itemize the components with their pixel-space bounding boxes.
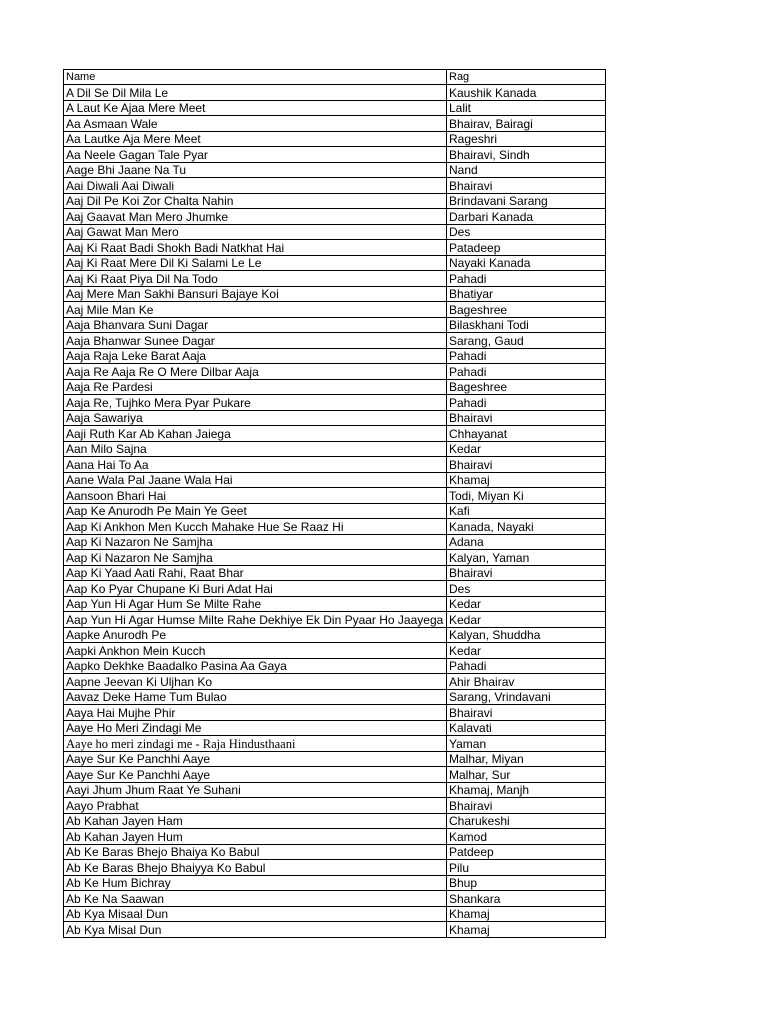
table-row [64, 116, 606, 132]
song-name-cell[interactable]: Aap Ki Nazaron Ne Samjha [64, 534, 447, 550]
rag-cell[interactable]: Shankara [447, 891, 606, 907]
table-row [64, 922, 606, 938]
table-row [64, 534, 606, 550]
song-name-cell[interactable]: Aaj Ki Raat Mere Dil Ki Salami Le Le [64, 255, 447, 271]
rag-cell[interactable]: Pahadi [447, 364, 606, 380]
rag-column-header[interactable]: Rag [447, 70, 606, 85]
rag-cell[interactable]: Kedar [447, 643, 606, 659]
rag-cell[interactable]: Bhairavi [447, 798, 606, 814]
rag-cell[interactable]: Malhar, Miyan [447, 751, 606, 767]
rag-cell[interactable]: Bageshree [447, 379, 606, 395]
rag-cell[interactable]: Kedar [447, 612, 606, 628]
song-name-cell[interactable]: Aapki Ankhon Mein Kucch [64, 643, 447, 659]
rag-cell[interactable]: Nayaki Kanada [447, 255, 606, 271]
song-name-cell[interactable]: Ab Kya Misal Dun [64, 922, 447, 938]
rag-cell[interactable]: Khamaj, Manjh [447, 782, 606, 798]
rag-cell[interactable]: Bhairavi [447, 178, 606, 194]
rag-cell[interactable]: Kedar [447, 441, 606, 457]
table-body [64, 85, 606, 938]
rag-cell[interactable]: Kamod [447, 829, 606, 845]
song-name-cell[interactable]: Ab Kya Misaal Dun [64, 906, 447, 922]
song-name-cell[interactable]: Aaj Mere Man Sakhi Bansuri Bajaye Koi [64, 286, 447, 302]
table-row [64, 100, 606, 116]
song-name-cell[interactable]: Aa Asmaan Wale [64, 116, 447, 132]
song-name-cell[interactable]: Ab Ke Na Saawan [64, 891, 447, 907]
table-row [64, 875, 606, 891]
song-name-cell[interactable]: Aaj Dil Pe Koi Zor Chalta Nahin [64, 193, 447, 209]
song-name-cell[interactable]: Aaja Re Aaja Re O Mere Dilbar Aaja [64, 364, 447, 380]
rag-cell[interactable]: Lalit [447, 100, 606, 116]
table-row [64, 751, 606, 767]
table-row [64, 503, 606, 519]
rag-cell[interactable]: Sarang, Gaud [447, 333, 606, 349]
rag-cell[interactable]: Kalyan, Yaman [447, 550, 606, 566]
table-row [64, 131, 606, 147]
table-row [64, 643, 606, 659]
song-name-cell[interactable]: Aayo Prabhat [64, 798, 447, 814]
song-name-cell[interactable]: Aaja Bhanwar Sunee Dagar [64, 333, 447, 349]
table-row [64, 162, 606, 178]
rag-cell[interactable]: Bilaskhani Todi [447, 317, 606, 333]
rag-cell[interactable]: Malhar, Sur [447, 767, 606, 783]
rag-cell[interactable]: Adana [447, 534, 606, 550]
rag-cell[interactable]: Des [447, 224, 606, 240]
song-name-cell[interactable]: Aaja Re Pardesi [64, 379, 447, 395]
table-row [64, 550, 606, 566]
rag-cell[interactable]: Kalavati [447, 720, 606, 736]
table-row [64, 565, 606, 581]
table-row [64, 844, 606, 860]
table-row [64, 689, 606, 705]
table-row [64, 255, 606, 271]
rag-cell[interactable]: Bhup [447, 875, 606, 891]
table-row [64, 627, 606, 643]
rag-cell[interactable]: Khamaj [447, 922, 606, 938]
rag-cell[interactable]: Bhairavi [447, 565, 606, 581]
rag-cell[interactable]: Kaushik Kanada [447, 85, 606, 101]
rag-cell[interactable]: Kanada, Nayaki [447, 519, 606, 535]
rag-cell[interactable]: Patadeep [447, 240, 606, 256]
table-row [64, 658, 606, 674]
table-row [64, 720, 606, 736]
rag-cell[interactable]: Khamaj [447, 472, 606, 488]
song-name-cell[interactable]: Aap Ke Anurodh Pe Main Ye Geet [64, 503, 447, 519]
song-name-cell[interactable]: Aaja Sawariya [64, 410, 447, 426]
rag-cell[interactable]: Pahadi [447, 348, 606, 364]
table-row [64, 596, 606, 612]
song-name-cell[interactable]: Aaj Ki Raat Badi Shokh Badi Natkhat Hai [64, 240, 447, 256]
song-name-cell[interactable]: Aayi Jhum Jhum Raat Ye Suhani [64, 782, 447, 798]
rag-cell[interactable]: Patdeep [447, 844, 606, 860]
rag-cell[interactable]: Bageshree [447, 302, 606, 318]
song-name-cell[interactable]: Aapne Jeevan Ki Uljhan Ko [64, 674, 447, 690]
rag-cell[interactable]: Brindavani Sarang [447, 193, 606, 209]
name-column-header[interactable]: Name [64, 70, 447, 85]
table-row [64, 612, 606, 628]
song-name-cell[interactable]: Aap Ko Pyar Chupane Ki Buri Adat Hai [64, 581, 447, 597]
song-name-cell[interactable]: Ab Kahan Jayen Ham [64, 813, 447, 829]
table-row [64, 379, 606, 395]
table-row [64, 581, 606, 597]
song-name-cell[interactable]: Aaya Hai Mujhe Phir [64, 705, 447, 721]
table-row [64, 85, 606, 101]
table-row [64, 193, 606, 209]
table-row [64, 767, 606, 783]
table-row [64, 813, 606, 829]
table-row [64, 441, 606, 457]
table-row [64, 829, 606, 845]
song-name-cell[interactable]: Aapko Dekhke Baadalko Pasina Aa Gaya [64, 658, 447, 674]
rag-cell[interactable]: Des [447, 581, 606, 597]
song-name-cell[interactable]: Ab Ke Hum Bichray [64, 875, 447, 891]
table-row [64, 736, 606, 752]
table-row [64, 271, 606, 287]
song-name-cell[interactable]: Ab Ke Baras Bhejo Bhaiya Ko Babul [64, 844, 447, 860]
table-row [64, 457, 606, 473]
table-row [64, 519, 606, 535]
header-row [64, 70, 606, 85]
song-name-cell[interactable]: A Laut Ke Ajaa Mere Meet [64, 100, 447, 116]
table-row [64, 333, 606, 349]
song-name-cell[interactable]: Aap Yun Hi Agar Hum Se Milte Rahe [64, 596, 447, 612]
song-name-cell[interactable]: Aap Yun Hi Agar Humse Milte Rahe Dekhiye Ek Din Pyaar Ho Jaayega [64, 612, 447, 628]
song-name-cell[interactable]: Aage Bhi Jaane Na Tu [64, 162, 447, 178]
table-row [64, 209, 606, 225]
rag-cell[interactable]: Bhairavi, Sindh [447, 147, 606, 163]
rag-cell[interactable]: Pahadi [447, 658, 606, 674]
song-name-cell[interactable]: Aana Hai To Aa [64, 457, 447, 473]
song-name-cell[interactable]: A Dil Se Dil Mila Le [64, 85, 447, 101]
rag-cell[interactable]: Bhairavi [447, 705, 606, 721]
table-row [64, 472, 606, 488]
table-row [64, 224, 606, 240]
table-row [64, 395, 606, 411]
table-row [64, 860, 606, 876]
song-name-cell[interactable]: Aaj Gaavat Man Mero Jhumke [64, 209, 447, 225]
table-row [64, 891, 606, 907]
rag-cell[interactable]: Bhatiyar [447, 286, 606, 302]
rag-cell[interactable]: Pilu [447, 860, 606, 876]
rag-cell[interactable]: Sarang, Vrindavani [447, 689, 606, 705]
rag-cell[interactable]: Kalyan, Shuddha [447, 627, 606, 643]
rag-cell[interactable]: Nand [447, 162, 606, 178]
rag-cell[interactable]: Khamaj [447, 906, 606, 922]
song-name-cell[interactable]: Aavaz Deke Hame Tum Bulao [64, 689, 447, 705]
song-name-cell[interactable]: Aap Ki Yaad Aati Rahi, Raat Bhar [64, 565, 447, 581]
rag-cell[interactable]: Kedar [447, 596, 606, 612]
song-name-cell[interactable]: Aap Ki Nazaron Ne Samjha [64, 550, 447, 566]
table-row [64, 240, 606, 256]
song-name-cell[interactable]: Aaja Bhanvara Suni Dagar [64, 317, 447, 333]
table-row [64, 705, 606, 721]
table-row [64, 147, 606, 163]
song-name-cell[interactable]: Aane Wala Pal Jaane Wala Hai [64, 472, 447, 488]
rag-cell[interactable]: Chhayanat [447, 426, 606, 442]
table-row [64, 410, 606, 426]
song-name-cell[interactable]: Aaja Re, Tujhko Mera Pyar Pukare [64, 395, 447, 411]
song-name-cell[interactable]: Aaye ho meri zindagi me - Raja Hindusthaani [64, 736, 447, 752]
table-row [64, 178, 606, 194]
songs-rag-table [63, 69, 606, 938]
rag-cell[interactable]: Ahir Bhairav [447, 674, 606, 690]
table-row [64, 488, 606, 504]
table-row [64, 348, 606, 364]
song-name-cell[interactable]: Ab Kahan Jayen Hum [64, 829, 447, 845]
rag-cell[interactable]: Yaman [447, 736, 606, 752]
song-name-cell[interactable]: Aapke Anurodh Pe [64, 627, 447, 643]
rag-cell[interactable]: Kafi [447, 503, 606, 519]
table-row [64, 906, 606, 922]
song-name-cell[interactable]: Aaj Ki Raat Piya Dil Na Todo [64, 271, 447, 287]
table-row [64, 286, 606, 302]
song-name-cell[interactable]: Aaye Sur Ke Panchhi Aaye [64, 767, 447, 783]
rag-cell[interactable]: Todi, Miyan Ki [447, 488, 606, 504]
table-row [64, 302, 606, 318]
rag-cell[interactable]: Bhairavi [447, 457, 606, 473]
rag-cell[interactable]: Bhairav, Bairagi [447, 116, 606, 132]
song-name-cell[interactable]: Aa Lautke Aja Mere Meet [64, 131, 447, 147]
table-row [64, 426, 606, 442]
song-name-cell[interactable]: Aan Milo Sajna [64, 441, 447, 457]
table-row [64, 674, 606, 690]
song-name-cell[interactable]: Aansoon Bhari Hai [64, 488, 447, 504]
rag-cell[interactable]: Pahadi [447, 271, 606, 287]
song-name-cell[interactable]: Aaye Sur Ke Panchhi Aaye [64, 751, 447, 767]
table-row [64, 782, 606, 798]
song-name-cell[interactable]: Aaji Ruth Kar Ab Kahan Jaiega [64, 426, 447, 442]
song-name-cell[interactable]: Aaye Ho Meri Zindagi Me [64, 720, 447, 736]
song-name-cell[interactable]: Aap Ki Ankhon Men Kucch Mahake Hue Se Raaz Hi [64, 519, 447, 535]
song-name-cell[interactable]: Aa Neele Gagan Tale Pyar [64, 147, 447, 163]
song-name-cell[interactable]: Aaja Raja Leke Barat Aaja [64, 348, 447, 364]
rag-cell[interactable]: Charukeshi [447, 813, 606, 829]
song-name-cell[interactable]: Ab Ke Baras Bhejo Bhaiyya Ko Babul [64, 860, 447, 876]
rag-cell[interactable]: Darbari Kanada [447, 209, 606, 225]
rag-cell[interactable]: Rageshri [447, 131, 606, 147]
song-name-cell[interactable]: Aai Diwali Aai Diwali [64, 178, 447, 194]
rag-cell[interactable]: Pahadi [447, 395, 606, 411]
rag-cell[interactable]: Bhairavi [447, 410, 606, 426]
song-name-cell[interactable]: Aaj Mile Man Ke [64, 302, 447, 318]
song-name-cell[interactable]: Aaj Gawat Man Mero [64, 224, 447, 240]
table-row [64, 798, 606, 814]
table-row [64, 317, 606, 333]
table-row [64, 364, 606, 380]
